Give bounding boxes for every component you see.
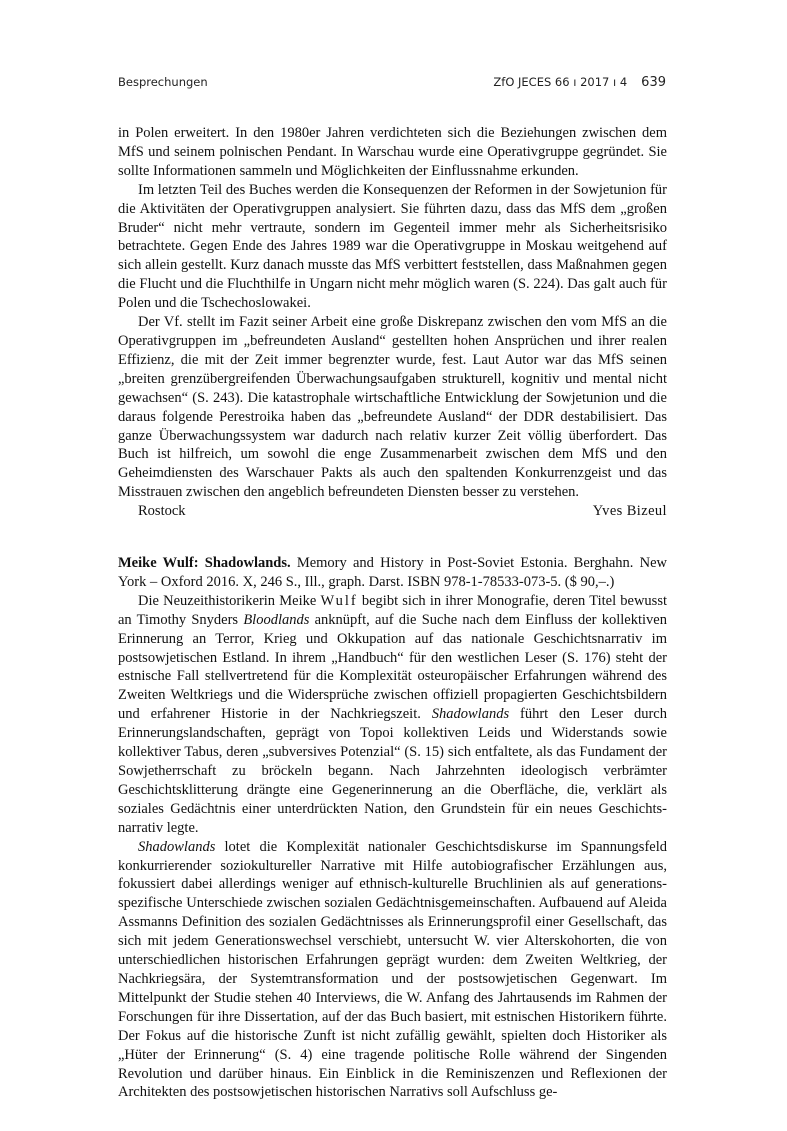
section-title: Besprechungen [118,75,208,89]
text-run: Die Neuzeithistorikerin Meike [138,592,321,609]
book-title-bloodlands: Bloodlands [243,611,310,628]
book-title-shadowlands: Shadowlands [431,706,510,723]
review2-paragraph-2 [118,838,667,1103]
running-header [118,73,666,93]
journal-issue: ZfO JECES 66 ı 2017 ı 4 [493,75,628,89]
text-run: begibt sich in ihrer Monografie, deren Titel bewusst an Timothy Snyders [118,592,667,628]
book-title-shadowlands: Shadowlands [138,838,216,855]
book-details: Memory and History in Post-Soviet Estonia. Berghahn. New York – Oxford 2016. X, 246 S., Ill., graph. Darst. ISBN 978-1-78533-073-5. ($ 90,–.) [118,555,667,590]
review-bizeul [118,124,667,521]
page-number: 639 [641,75,666,90]
page-body [118,124,667,1102]
review-wulf [118,554,667,1102]
review1-paragraph-3: Der Vf. stellt im Fazit seiner Arbeit eine große Diskrepanz zwischen den vom MfS an die Operativgruppen im „befreundeten Ausland“ gestellten hohen Ansprüchen und ihrer realen Effizienz, die mit der Zeit immer begrenzter wurde, fest. Laut Autor war das MfS seinen „breiten grenzübergreifenden Überwachungsaufgaben strukturell, kognitiv und mental nicht gewachsen“ (S. 243). Die katastrophale wirtschaftliche Entwicklung der Sowjetunion und die daraus folgende Perestroika haben das „befreundete Ausland“ der DDR destabilisiert. Das ganze Überwachungssystem war dadurch nach relativ kurzer Zeit völlig überfordert. Das Buch ist hilfreich, um sowohl die enge Zusammenarbeit zwischen dem MfS und den Geheimdiensten des Warschauer Pakts als auch den spaltenden Konkurrenzgeist und das Misstrauen zwischen den angeblich befreundeten Diensten besser zu verstehen. [118,314,667,501]
review2-bibliography [118,554,667,592]
review1-place: Rostock [138,503,186,520]
review1-paragraph-1: in Polen erweitert. In den 1980er Jahren verdichteten sich die Beziehungen zwischen dem MfS und seinem polnischen Pendant. In Warschau wurde eine Operativgruppe gegründet. Sie sollte Informationen sammeln und Möglichkeiten der Einflussnahme erkunden. [118,125,667,179]
text-run: lotet die Komplexität nationaler Geschichtsdiskurse im Spannungsfeld konkurrierender soziokultureller Narrative mit Hilfe autobiografischer Erzählungen aus, fokussiert dabei allerdings weniger auf ethnisch-kulturelle Bruchlinien als auf generationsspezifische Unterschiede zwischen sozialen Gedächtnisgemeinschaften. Aufbauend auf Aleida Assmanns Definition des sozialen Gedächtnisses als Erinnerungsprofil einer Gesellschaft, das sich mit jedem Generationswechsel verschiebt, untersucht W. vier Alterskohorten, die von unterschiedlichen historischen Erfahrungen geprägt wurden: dem Zweiten Weltkrieg, der Nachkriegsära, der Systemtransformation und der postsowjetischen Gegenwart. Im Mittelpunkt der Studie stehen 40 Interviews, die W. Anfang des Jahrtausends im Rahmen der Forschungen für ihre Dissertation, auf der das Buch basiert, mit estnischen Historikern führte. Der Fokus auf die historische Zunft ist nicht zufällig gewählt, spielten doch Historiker als „Hüter der Erinnerung“ (S. 4) eine tragende politische Rolle während der Singenden Revolution und darüber hinaus. Ein Einblick in die Reminiszenzen und Reflexionen der Architekten des postsowjetischen historischen Narrativs soll Aufschluss ge- [118,838,667,1101]
review1-signature [118,502,667,521]
book-author-title: Meike Wulf: Shadowlands. [118,555,291,572]
review2-paragraph-1 [118,592,667,838]
text-run: anknüpft, auf die Suche nach dem Einfluss der kollektiven Erinnerung an Terror, Krieg und Okkupation auf das nationale Geschichtsnarrativ im postsowjetischen Estland. In ihrem „Handbuch“ für den westlichen Leser (S. 176) steht der estnische Fall stellvertretend für die Komplexität osteuropäischer Erfahrungen während des Zweiten Weltkriegs und die Widersprüche zwischen offiziell propagierten Geschichtsbildern und erfahrener Historie in der Nachkriegszeit. [118,611,667,723]
text-run: führt den Leser durch Erinnerungslandschaften, geprägt von Topoi kollektiven Leids und Widerstands sowie kollektiver Tabus, deren „subversives Potenzial“ (S. 15) sich entfaltete, als das Fundament der Sowjetherrschaft zu bröckeln begann. Nach Jahrzehnten ideologisch verbrämter Geschichtsklitterung drängte eine Gegenerinnerung an die Oberfläche, die, verklärt als soziales Gedächtnis einer unterdrückten Nation, den Grundstein für ein neues Geschichtsnarrativ legte. [118,706,667,836]
journal-info [493,75,666,90]
author-name-spaced: Wulf [320,592,358,609]
review1-reviewer: Yves Bizeul [592,503,667,520]
review1-paragraph-2: Im letzten Teil des Buches werden die Konsequenzen der Reformen in der Sowjetunion für die Aktivitäten der Operativgruppen analysiert. Sie führten dazu, dass das MfS dem „großen Bruder“ nicht mehr vertraute, sondern im Gegenteil immer mehr als Sicherheitsrisiko betrachtete. Gegen Ende des Jahres 1989 war die Operativgruppe in Moskau weitgehend auf sich allein gestellt. Kurz danach musste das MfS verbittert feststellen, dass Maßnahmen gegen die Flucht und die Fluchthilfe in Ungarn nicht mehr möglich waren (S. 224). Das galt auch für Polen und die Tschechoslowakei. [118,181,667,312]
